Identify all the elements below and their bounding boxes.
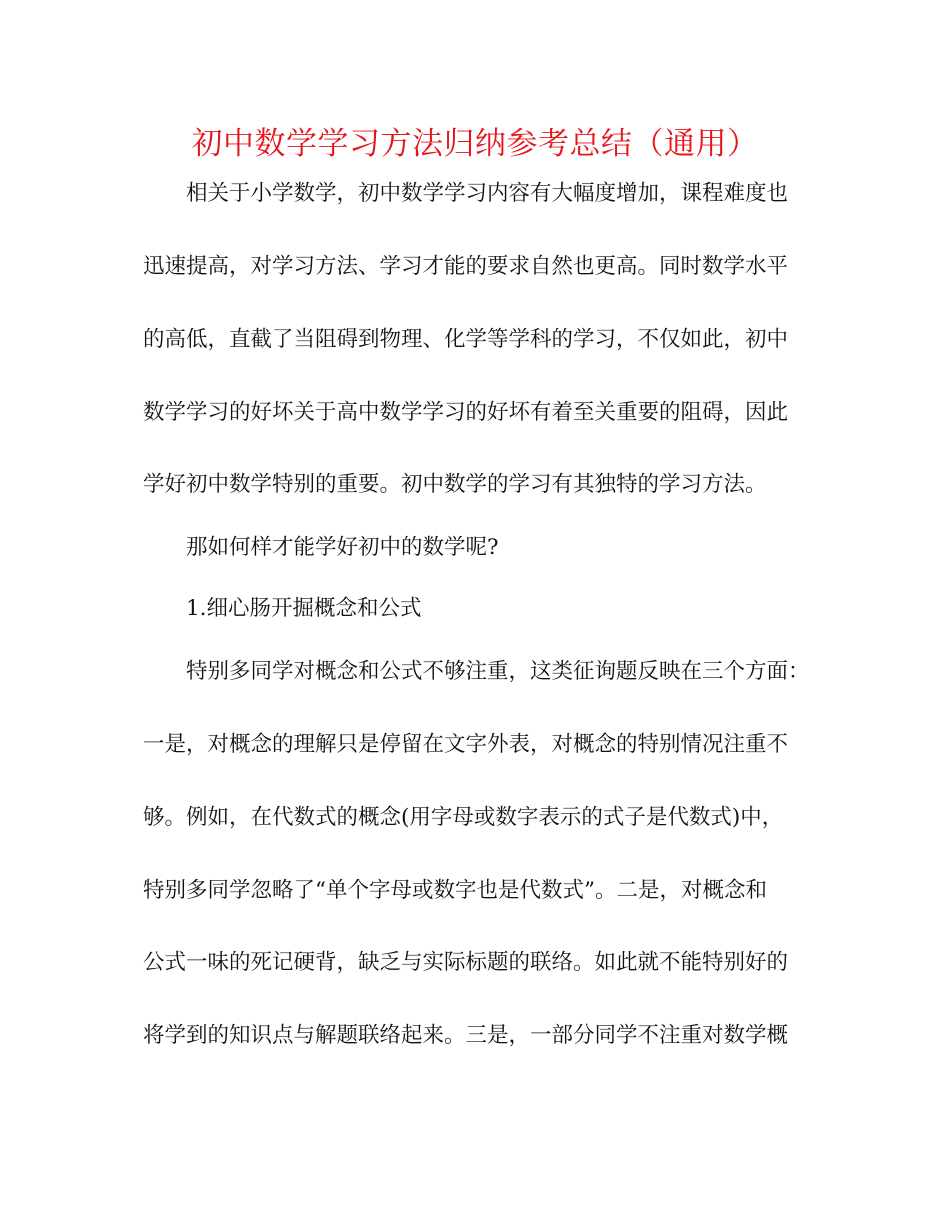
paragraph-line: 一是，对概念的理解只是停留在文字外表，对概念的特别情况注重不 — [143, 732, 789, 757]
paragraph-line: 数学学习的好坏关于高中数学学习的好坏有着至关重要的阻碍，因此 — [143, 400, 789, 425]
paragraph-line: 的高低，直截了当阻碍到物理、化学等学科的学习，不仅如此，初中 — [143, 327, 789, 352]
paragraph-line: 公式一味的死记硬背，缺乏与实际标题的联络。如此就不能特别好的 — [143, 950, 789, 975]
section-heading: 1.细心肠开掘概念和公式 — [186, 596, 422, 621]
paragraph-line: 学好初中数学特别的重要。初中数学的学习有其独特的学习方法。 — [143, 472, 767, 497]
question-line: 那如何样才能学好初中的数学呢? — [186, 535, 499, 560]
paragraph-line: 相关于小学数学，初中数学学习内容有大幅度增加，课程难度也 — [186, 181, 789, 206]
document-title: 初中数学学习方法归纳参考总结（通用） — [191, 126, 759, 162]
paragraph-line: 特别多同学对概念和公式不够注重，这类征询题反映在三个方面： — [186, 659, 810, 684]
paragraph-line: 够。例如，在代数式的概念(用字母或数字表示的式子是代数式)中， — [143, 805, 784, 830]
paragraph-line: 迅速提高，对学习方法、学习才能的要求自然也更高。同时数学水平 — [143, 254, 789, 279]
paragraph-line: 将学到的知识点与解题联络起来。三是，一部分同学不注重对数学概 — [143, 1023, 789, 1048]
paragraph-line: 特别多同学忽略了“单个字母或数字也是代数式”。二是，对概念和 — [143, 878, 767, 903]
